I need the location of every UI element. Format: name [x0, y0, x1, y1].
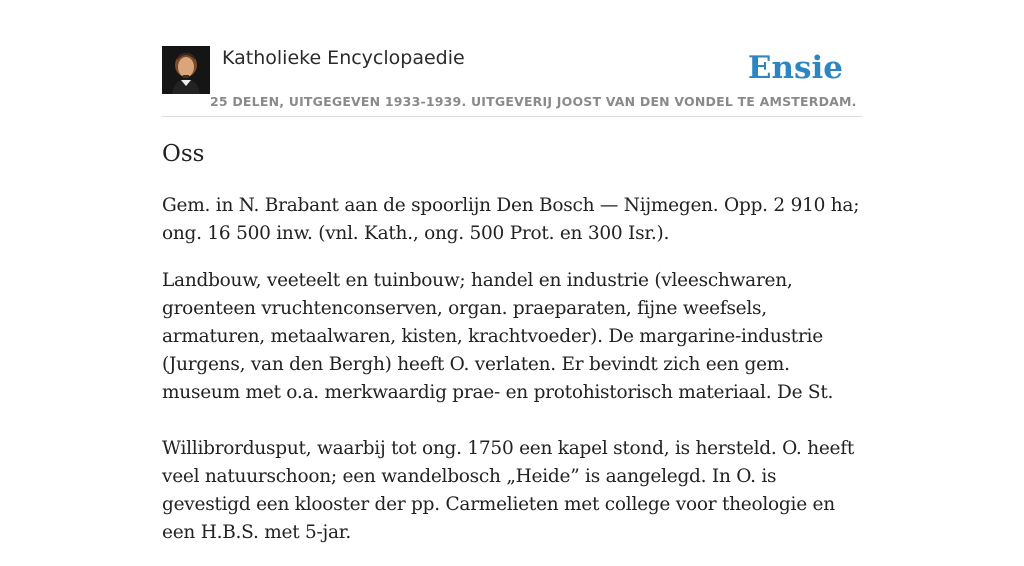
article-paragraph: Willibrordusput, waarbij tot ong. 1750 een kapel stond, is hersteld. O. heeft veel natuurschoon; een wandelbosch „Heide” is aangelegd. In O. is gevestigd een klooster der pp. Carmelieten met college voor theologie en een H.B.S. met 5-jar. [162, 438, 855, 543]
article-paragraph: Landbouw, veeteelt en tuinbouw; handel en industrie (vleeschwaren, groenteen vruchtenconserven, organ. praeparaten, fijne weefsels, armaturen, metaalwaren, kisten, krachtvoeder). De margarine-industrie (Jurgens, van den Bergh) heeft O. verlaten. Er bevindt zich een gem. museum met o.a. merkwaardig prae- en protohistorisch materiaal. De St. [162, 270, 834, 403]
book-subtitle: 25 DELEN, UITGEGEVEN 1933-1939. UITGEVERIJ JOOST VAN DEN VONDEL TE AMSTERDAM. [210, 94, 857, 109]
portrait-avatar-icon[interactable] [162, 46, 210, 94]
site-header [162, 46, 862, 117]
article [162, 138, 862, 566]
article-paragraph: Gem. in N. Brabant aan de spoorlijn Den Bosch — Nijmegen. Opp. 2 910 ha; ong. 16 500 inw. (vnl. Kath., ong. 500 Prot. en 300 Isr.). [162, 195, 860, 244]
article-title: Oss [162, 141, 205, 167]
ensie-logo-link[interactable]: Ensie [747, 50, 843, 86]
book-title-link[interactable]: Katholieke Encyclopaedie [222, 47, 465, 69]
